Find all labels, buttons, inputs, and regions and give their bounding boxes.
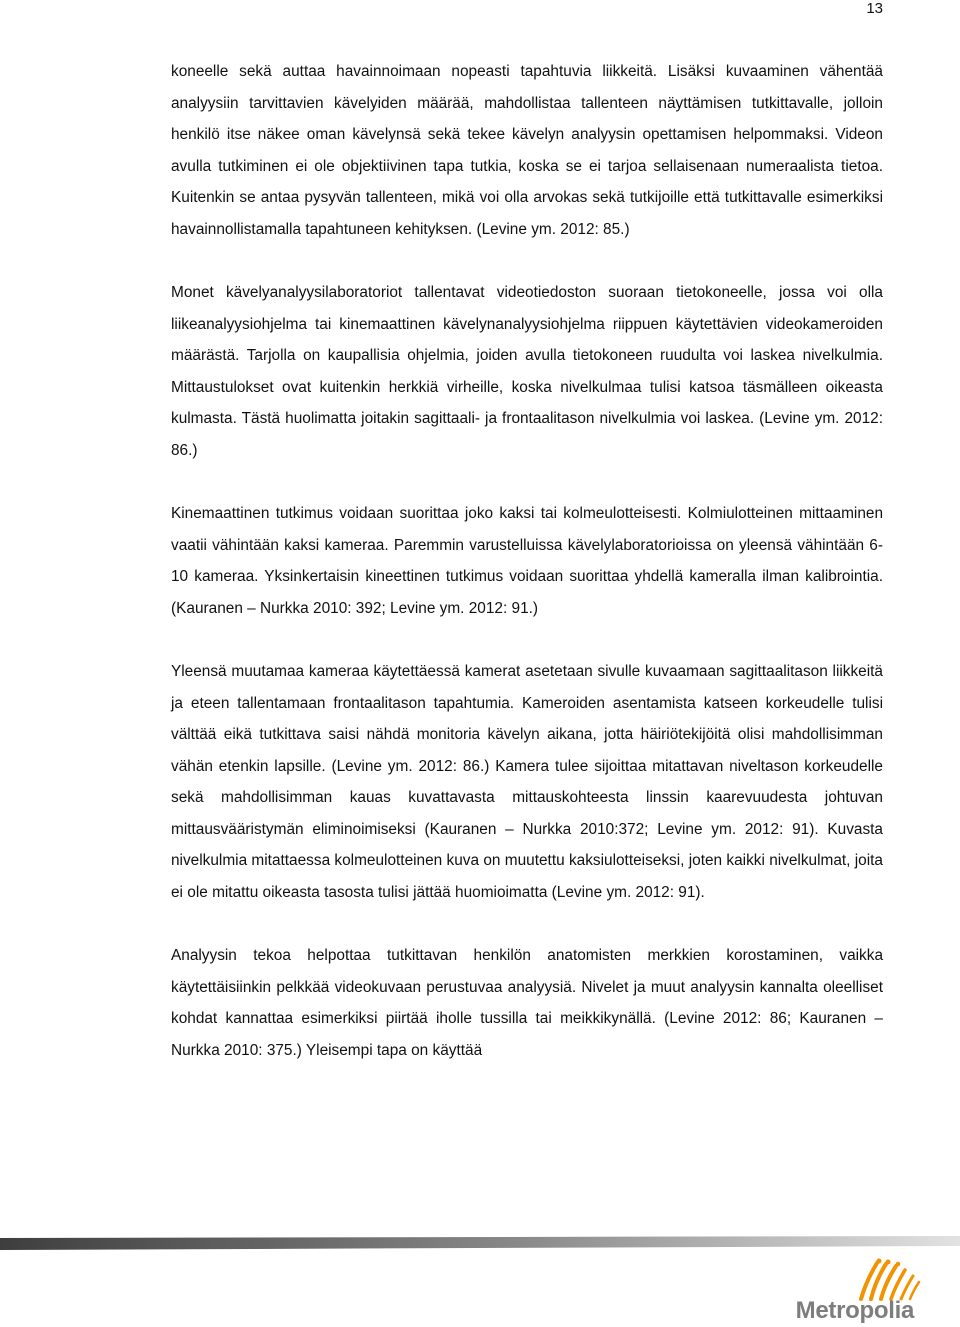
page-number: 13	[866, 0, 883, 17]
metropolia-m-icon	[813, 1255, 938, 1303]
paragraph-4: Yleensä muutamaa kameraa käytettäessä kamerat asetetaan sivulle kuvaamaan sagittaalitason liikkeitä ja eteen tallentamaan frontaalitason tapahtumia. Kameroiden asentamista katseen korkeudelle tulisi välttää eikä tutkittava saisi nähdä monitoria kävelyn aikana, jotta häiriötekijöitä olisi mahdollisimman vähän etenkin lapsille. (Levine ym. 2012: 86.) Kamera tulee sijoittaa mitattavan niveltason korkeudelle sekä mahdollisimman kauas kuvattavasta mittauskohteesta linssin kaarevuudesta johtuvan mittausvääristymän eliminoimiseksi (Kauranen – Nurkka 2010:372; Levine ym. 2012: 91). Kuvasta nivelkulmia mitattaessa kolmeulotteinen kuva on muutettu kaksiulotteiseksi, joten kaikki nivelkulmat, joita ei ole mitattu oikeasta tasosta tulisi jättää huomioimatta (Levine ym. 2012: 91).	[171, 663, 883, 901]
logo-wordmark: Metropolia	[795, 1297, 914, 1324]
metropolia-logo	[795, 1255, 938, 1327]
paragraph-5: Analyysin tekoa helpottaa tutkittavan henkilön anatomisten merkkien korostaminen, vaikka käytettäisiinkin pelkkää videokuvaan perustuvaa analyysiä. Nivelet ja muut analyysin kannalta oleelliset kohdat kannattaa esimerkiksi piirtää iholle tussilla tai meikkikynällä. (Levine 2012: 86; Kauranen – Nurkka 2010: 375.) Yleisempi tapa on käyttää	[171, 947, 883, 1059]
document-body	[171, 56, 883, 1098]
paragraph-1: koneelle sekä auttaa havainnoimaan nopeasti tapahtuvia liikkeitä. Lisäksi kuvaaminen vähentää analyysiin tarvittavien kävelyiden määrää, mahdollistaa tallenteen näyttämisen tutkittavalle, jolloin henkilö itse näkee oman kävelynsä sekä tekee kävelyn analyysin opettamisen helpommaksi. Videon avulla tutkiminen ei ole objektiivinen tapa tutkia, koska se ei tarjoa sellaisenaan numeraalista tietoa. Kuitenkin se antaa pysyvän tallenteen, mikä voi olla arvokas sekä tutkijoille että tutkittavalle esimerkiksi havainnollistamalla tapahtuneen kehityksen. (Levine ym. 2012: 85.)	[171, 63, 883, 238]
paragraph-3: Kinemaattinen tutkimus voidaan suorittaa joko kaksi tai kolmeulotteisesti. Kolmiulotteinen mittaaminen vaatii vähintään kaksi kameraa. Paremmin varustelluissa kävelylaboratorioissa on yleensä vähintään 6-10 kameraa. Yksinkertaisin kineettinen tutkimus voidaan suorittaa yhdellä kameralla ilman kalibrointia. (Kauranen – Nurkka 2010: 392; Levine ym. 2012: 91.)	[171, 505, 883, 617]
footer-gradient-bar	[0, 1236, 960, 1250]
paragraph-2: Monet kävelyanalyysilaboratoriot tallentavat videotiedoston suoraan tietokoneelle, jossa voi olla liikeanalyysiohjelma tai kinemaattinen kävelynanalyysiohjelma riippuen käytettävien videokameroiden määrästä. Tarjolla on kaupallisia ohjelmia, joiden avulla tietokoneen ruudulta voi laskea nivelkulmia. Mittaustulokset ovat kuitenkin herkkiä virheille, koska nivelkulmaa tulisi katsoa täsmälleen oikeasta kulmasta. Tästä huolimatta joitakin sagittaali- ja frontaalitason nivelkulmia voi laskea. (Levine ym. 2012: 86.)	[171, 284, 883, 459]
